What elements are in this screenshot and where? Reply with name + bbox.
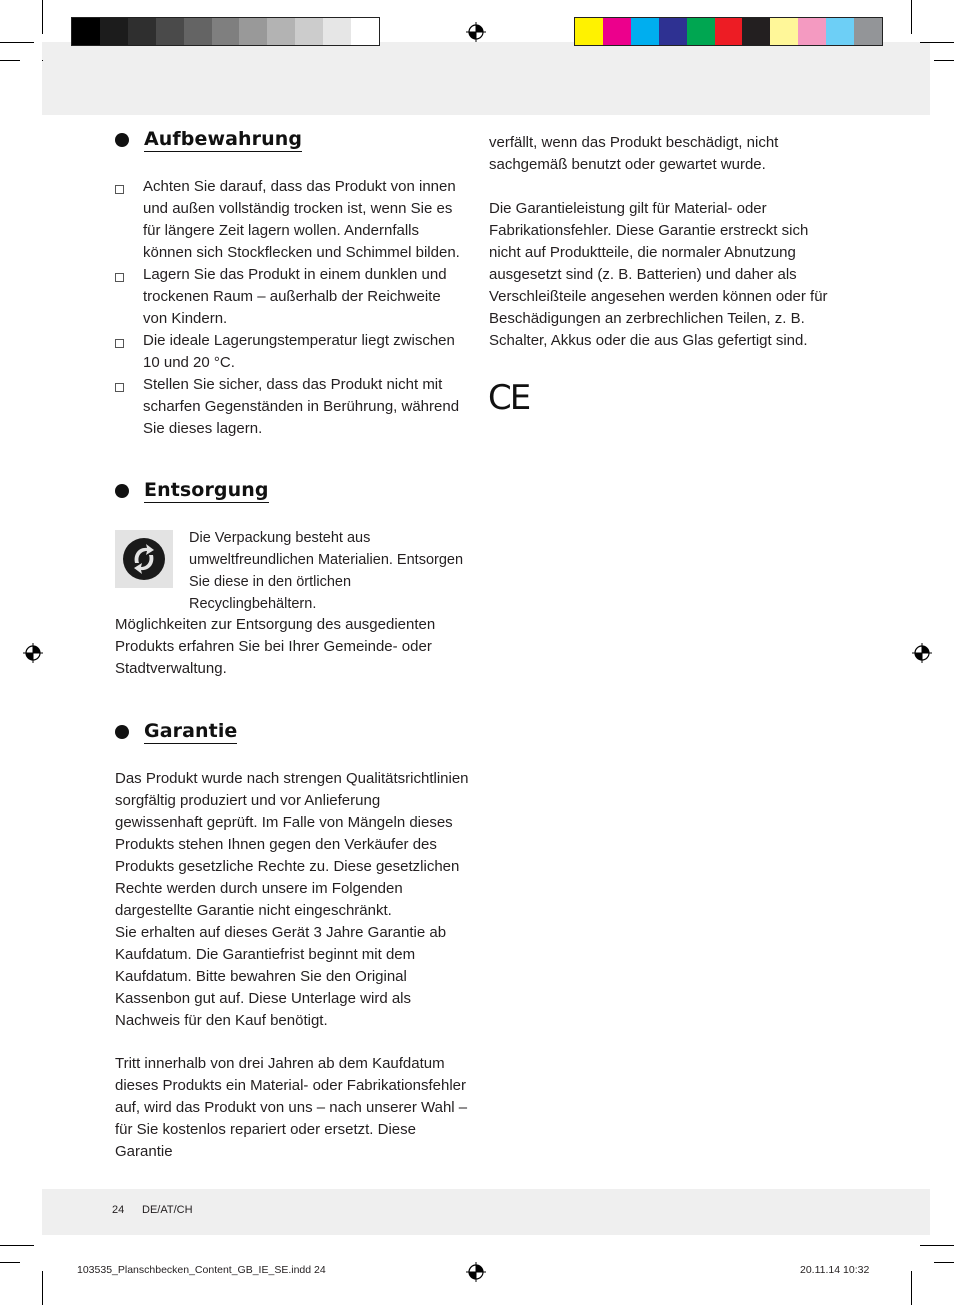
file-slug: 103535_Planschbecken_Content_GB_IE_SE.indd 24 [77,1264,326,1276]
registration-mark-icon [466,1262,486,1282]
color-swatch [687,18,715,45]
registration-mark-icon [912,643,932,663]
checkbox-square-icon [115,273,124,282]
packaging-text: Die Verpackung besteht aus umweltfreundlichen Materialien. Entsorgen Sie diese in den örtlichen Recyclingbehältern. [189,530,464,612]
color-swatch [100,18,128,45]
color-swatch [323,18,351,45]
region-label: DE/AT/CH [142,1204,193,1216]
section-title: Garantie [144,720,238,742]
warranty-paragraph-1: Das Produkt wurde nach strengen Qualitätsrichtlinien sorgfältig produziert und vor Anlieferung gewissenhaft geprüft. Im Falle von Mängeln dieses Produkts stehen Ihnen gegen den Verkäufer des Produkts gesetzliche Rechte zu. Diese gesetzlichen Rechte werden durch unsere im Folgenden dargestellte Garantie nicht eingeschränkt. Sie erhalten auf dieses Gerät 3 Jahre Garantie ab Kaufdatum. Die Garantiefrist beginnt mit dem Kaufdatum. Bitte bewahren Sie den Original Kassenbon gut auf. Diese Unterlage wird als Nachweis für den Kauf benötigt. [115,768,470,1032]
registration-mark-icon [466,22,486,42]
storage-list [115,176,467,440]
ce-mark-icon: CE [488,378,530,418]
color-swatch [575,18,603,45]
color-swatch [295,18,323,45]
section-title: Entsorgung [144,479,269,501]
color-swatch [770,18,798,45]
list-item: Stellen Sie sicher, dass das Produkt nicht mit scharfen Gegenständen in Berührung, während Sie dieses lagern. [115,374,467,440]
recycling-symbol-icon [115,530,173,588]
color-swatch [351,18,379,45]
color-swatch [603,18,631,45]
warranty-paragraph-3: Tritt innerhalb von drei Jahren ab dem Kaufdatum dieses Produkts ein Material- oder Fabrikationsfehler auf, wird das Produkt von uns – nach unserer Wahl – für Sie kostenlos repariert oder ersetzt. Diese Garantie [115,1055,468,1160]
grayscale-color-bar [71,17,380,46]
warranty-paragraph-4: verfällt, wenn das Produkt beschädigt, nicht sachgemäß benutzt oder gewartet wurde. [489,134,779,173]
process-color-bar [574,17,883,46]
section-heading-warranty [115,720,237,744]
color-swatch [128,18,156,45]
section-heading-disposal [115,479,269,503]
color-swatch [826,18,854,45]
color-swatch [742,18,770,45]
color-swatch [239,18,267,45]
section-title: Aufbewahrung [144,128,303,150]
color-swatch [184,18,212,45]
color-swatch [715,18,743,45]
color-swatch [631,18,659,45]
registration-mark-icon [23,643,43,663]
list-item: Lagern Sie das Produkt in einem dunklen und trockenen Raum – außerhalb der Reichweite von Kindern. [115,264,467,330]
date-slug: 20.11.14 10:32 [800,1264,870,1276]
warranty-paragraph-2: Sie erhalten auf dieses Gerät 3 Jahre Garantie ab Kaufdatum. Die Garantiefrist beginnt mit dem Kaufdatum. Bitte bewahren Sie den Original Kassenbon gut auf. Diese Unterlage wird als Nachweis für den Kauf benötigt. [115,924,447,1029]
color-swatch [72,18,100,45]
color-swatch [212,18,240,45]
checkbox-square-icon [115,339,124,348]
color-swatch [267,18,295,45]
color-swatch [659,18,687,45]
bullet-dot-icon [115,725,129,739]
list-item: Achten Sie darauf, dass das Produkt von innen und außen vollständig trocken ist, wenn Sie es für längere Zeit lagern wollen. Andernfalls können sich Stockflecken und Schimmel bilden. [115,176,467,264]
checkbox-square-icon [115,383,124,392]
header-band [42,42,930,115]
page-number: 24 [112,1204,125,1216]
bullet-dot-icon [115,133,129,147]
color-swatch [156,18,184,45]
section-heading-storage [115,128,302,152]
warranty-paragraph-5: Die Garantieleistung gilt für Material- oder Fabrikationsfehler. Diese Garantie erstreckt sich nicht auf Produktteile, die normaler Abnutzung ausgesetzt sind (z. B. Batterien) und daher als Verschleißteile angesehen werden können oder für Beschädigungen an zerbrechlichen Teilen, z. B. Schalter, Akkus oder die aus Glas gefertigt sind. [489,200,828,349]
bullet-dot-icon [115,484,129,498]
color-swatch [854,18,882,45]
disposal-text: Möglichkeiten zur Entsorgung des ausgedienten Produkts erfahren Sie bei Ihrer Gemeinde- oder Stadtverwaltung. [115,616,436,677]
list-item: Die ideale Lagerungstemperatur liegt zwischen 10 und 20 °C. [115,330,467,374]
checkbox-square-icon [115,185,124,194]
color-swatch [798,18,826,45]
